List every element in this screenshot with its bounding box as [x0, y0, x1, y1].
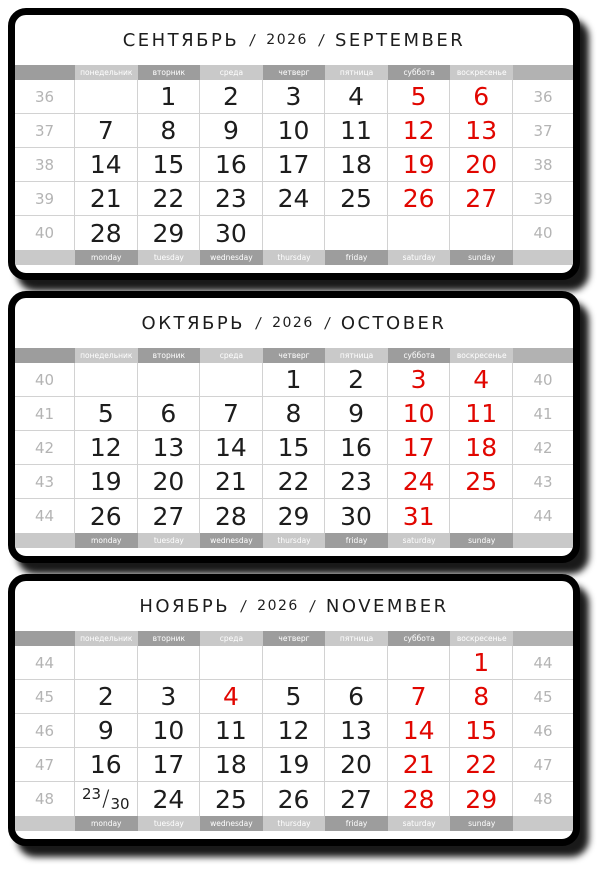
weekday-label-ru: понедельник — [75, 65, 138, 80]
date-cell — [200, 363, 263, 397]
strip-pad — [15, 816, 75, 831]
date-cell: 4 — [200, 680, 263, 714]
title-separator: / — [323, 314, 332, 332]
date-cell: 4 — [450, 363, 513, 397]
strip-pad — [15, 250, 75, 265]
date-cell: 30 — [325, 499, 388, 533]
weekday-label-en: monday — [75, 250, 138, 265]
month-title-ru: НОЯБРЬ — [139, 595, 231, 617]
date-cell: 28 — [388, 782, 451, 816]
month-grid — [15, 646, 573, 816]
week-number: 41 — [513, 397, 573, 431]
date-cell: 1 — [138, 80, 201, 114]
date-cell: 15 — [263, 431, 326, 465]
weekday-label-ru: четверг — [263, 631, 326, 646]
date-cell: 10 — [263, 114, 326, 148]
weekday-strip-ru — [15, 348, 573, 363]
date-cell: 5 — [263, 680, 326, 714]
strip-pad — [15, 631, 75, 646]
date-cell: 9 — [200, 114, 263, 148]
month-title-en: SEPTEMBER — [335, 29, 466, 51]
date-cell: 11 — [200, 714, 263, 748]
date-cell: 14 — [200, 431, 263, 465]
month-header — [15, 15, 573, 65]
week-number: 42 — [513, 431, 573, 465]
weekday-label-en: tuesday — [138, 250, 201, 265]
date-cell: 8 — [138, 114, 201, 148]
week-number: 45 — [15, 680, 75, 714]
date-cell: 24 — [388, 465, 451, 499]
date-cell: 6 — [325, 680, 388, 714]
date-cell: 29 — [263, 499, 326, 533]
date-cell: 29 — [138, 216, 201, 250]
date-cell: 8 — [263, 397, 326, 431]
date-cell — [75, 782, 138, 816]
weekday-label-ru: среда — [200, 65, 263, 80]
date-cell: 10 — [388, 397, 451, 431]
date-cell: 21 — [75, 182, 138, 216]
week-number: 42 — [15, 431, 75, 465]
weekday-label-ru: среда — [200, 348, 263, 363]
date-cell: 20 — [138, 465, 201, 499]
date-cell: 29 — [450, 782, 513, 816]
weekday-label-ru: суббота — [388, 631, 451, 646]
month-panel — [8, 8, 580, 280]
combined-date-second: 30 — [110, 795, 130, 813]
date-cell: 30 — [200, 216, 263, 250]
weekday-label-en: wednesday — [200, 533, 263, 548]
weekday-label-ru: воскресенье — [450, 631, 513, 646]
weekday-label-en: saturday — [388, 816, 451, 831]
month-header — [15, 298, 573, 348]
week-number: 46 — [15, 714, 75, 748]
date-cell: 22 — [138, 182, 201, 216]
weekday-label-en: saturday — [388, 250, 451, 265]
date-cell: 23 — [200, 182, 263, 216]
week-number: 48 — [15, 782, 75, 816]
date-cell: 7 — [200, 397, 263, 431]
week-number: 47 — [15, 748, 75, 782]
date-cell: 11 — [325, 114, 388, 148]
date-cell: 16 — [325, 431, 388, 465]
week-number: 40 — [533, 224, 553, 242]
week-number: 43 — [513, 465, 573, 499]
weekday-label-en: wednesday — [200, 816, 263, 831]
week-number: 40 — [15, 363, 75, 397]
month-header — [15, 581, 573, 631]
date-cell: 20 — [325, 748, 388, 782]
week-number: 44 — [15, 646, 75, 680]
date-cell: 17 — [263, 148, 326, 182]
date-cell: 6 — [138, 397, 201, 431]
weekday-label-en: tuesday — [138, 816, 201, 831]
week-number: 44 — [513, 646, 573, 680]
combined-date-slash: / — [102, 786, 110, 812]
date-cell: 13 — [138, 431, 201, 465]
date-cell: 28 — [75, 216, 138, 250]
weekday-label-ru: четверг — [263, 348, 326, 363]
date-cell: 25 — [325, 182, 388, 216]
date-cell: 19 — [75, 465, 138, 499]
weekday-label-en: tuesday — [138, 533, 201, 548]
date-cell — [138, 646, 201, 680]
weekday-label-ru: суббота — [388, 348, 451, 363]
date-cell: 24 — [138, 782, 201, 816]
combined-date — [82, 787, 130, 812]
weekday-label-ru: вторник — [138, 631, 201, 646]
strip-pad — [513, 533, 573, 548]
date-cell: 16 — [75, 748, 138, 782]
date-cell: 10 — [138, 714, 201, 748]
month-panel — [8, 291, 580, 563]
date-cell: 12 — [388, 114, 451, 148]
month-title-en: NOVEMBER — [325, 595, 449, 617]
date-cell: 21 — [388, 748, 451, 782]
weekday-strip-ru — [15, 631, 573, 646]
weekday-label-ru: пятница — [325, 631, 388, 646]
month-year: 2026 — [257, 598, 299, 614]
date-cell: 23 — [325, 465, 388, 499]
strip-pad — [513, 631, 573, 646]
weekday-label-en: thursday — [263, 816, 326, 831]
date-cell: 3 — [263, 80, 326, 114]
week-number: 37 — [15, 114, 75, 148]
month-grid — [15, 363, 573, 533]
weekday-label-en: friday — [325, 533, 388, 548]
date-cell: 2 — [200, 80, 263, 114]
date-cell: 3 — [138, 680, 201, 714]
week-number: 38 — [513, 148, 573, 182]
weekday-label-en: friday — [325, 816, 388, 831]
week-number: 47 — [513, 748, 573, 782]
date-cell — [138, 363, 201, 397]
weekday-label-ru: среда — [200, 631, 263, 646]
week-number: 45 — [513, 680, 573, 714]
title-separator: / — [308, 597, 317, 615]
date-cell: 18 — [200, 748, 263, 782]
weekday-label-en: saturday — [388, 533, 451, 548]
weekday-label-ru: четверг — [263, 65, 326, 80]
strip-pad — [513, 816, 573, 831]
date-cell: 6 — [450, 80, 513, 114]
date-cell: 12 — [263, 714, 326, 748]
date-cell — [200, 646, 263, 680]
date-cell: 2 — [75, 680, 138, 714]
date-cell: 22 — [263, 465, 326, 499]
week-number: 37 — [513, 114, 573, 148]
date-cell: 4 — [325, 80, 388, 114]
date-cell: 31 — [388, 499, 451, 533]
weekday-label-en: monday — [75, 533, 138, 548]
date-cell: 19 — [388, 148, 451, 182]
weekday-label-ru: пятница — [325, 348, 388, 363]
strip-pad — [513, 250, 573, 265]
date-cell: 1 — [263, 363, 326, 397]
date-cell: 9 — [325, 397, 388, 431]
date-cell: 18 — [450, 431, 513, 465]
weekday-label-ru: вторник — [138, 348, 201, 363]
date-cell: 7 — [75, 114, 138, 148]
date-cell: 14 — [388, 714, 451, 748]
week-number: 48 — [533, 790, 553, 808]
date-cell: 27 — [325, 782, 388, 816]
month-year: 2026 — [266, 32, 308, 48]
date-cell: 8 — [450, 680, 513, 714]
date-cell: 13 — [325, 714, 388, 748]
date-cell: 5 — [75, 397, 138, 431]
date-cell — [263, 646, 326, 680]
date-cell: 22 — [450, 748, 513, 782]
month-title-ru: СЕНТЯБРЬ — [122, 29, 240, 51]
month-title-ru: ОКТЯБРЬ — [141, 312, 246, 334]
title-separator: / — [248, 31, 257, 49]
combined-date-first: 23 — [81, 785, 102, 803]
month-year: 2026 — [272, 315, 314, 331]
date-cell: 15 — [450, 714, 513, 748]
date-cell — [325, 646, 388, 680]
title-separator: / — [317, 31, 326, 49]
month-title-en: OCTOBER — [340, 312, 447, 334]
strip-pad — [513, 65, 573, 80]
date-cell — [388, 216, 451, 250]
date-cell: 26 — [263, 782, 326, 816]
week-number: 40 — [15, 216, 75, 250]
date-cell: 7 — [388, 680, 451, 714]
weekday-label-en: thursday — [263, 250, 326, 265]
week-number: 36 — [15, 80, 75, 114]
weekday-label-ru: вторник — [138, 65, 201, 80]
week-number: 38 — [15, 148, 75, 182]
date-cell: 19 — [263, 748, 326, 782]
weekday-strip-en — [15, 816, 573, 831]
weekday-label-en: monday — [75, 816, 138, 831]
date-cell: 27 — [450, 182, 513, 216]
weekday-label-en: wednesday — [200, 250, 263, 265]
strip-pad — [15, 65, 75, 80]
date-cell: 27 — [138, 499, 201, 533]
week-number: 44 — [15, 499, 75, 533]
date-cell: 26 — [388, 182, 451, 216]
weekday-label-ru: понедельник — [75, 631, 138, 646]
title-separator: / — [254, 314, 263, 332]
date-cell — [388, 646, 451, 680]
date-cell: 2 — [325, 363, 388, 397]
strip-pad — [15, 348, 75, 363]
weekday-label-ru: пятница — [325, 65, 388, 80]
date-cell — [75, 646, 138, 680]
date-cell: 21 — [200, 465, 263, 499]
weekday-strip-ru — [15, 65, 573, 80]
date-cell — [75, 80, 138, 114]
weekday-label-en: sunday — [450, 250, 513, 265]
weekday-strip-en — [15, 250, 573, 265]
date-cell — [325, 216, 388, 250]
week-number: 43 — [15, 465, 75, 499]
weekday-label-en: thursday — [263, 533, 326, 548]
date-cell: 18 — [325, 148, 388, 182]
date-cell: 15 — [138, 148, 201, 182]
date-cell: 17 — [138, 748, 201, 782]
strip-pad — [513, 348, 573, 363]
date-cell — [450, 216, 513, 250]
week-number: 46 — [513, 714, 573, 748]
week-number: 39 — [513, 182, 573, 216]
weekday-label-ru: понедельник — [75, 348, 138, 363]
date-cell: 17 — [388, 431, 451, 465]
week-number: 40 — [513, 363, 573, 397]
date-cell: 1 — [450, 646, 513, 680]
week-number: 41 — [15, 397, 75, 431]
date-cell: 5 — [388, 80, 451, 114]
date-cell: 14 — [75, 148, 138, 182]
week-number: 44 — [533, 507, 553, 525]
date-cell — [263, 216, 326, 250]
date-cell — [450, 499, 513, 533]
title-separator: / — [239, 597, 248, 615]
week-number: 39 — [15, 182, 75, 216]
weekday-label-en: sunday — [450, 816, 513, 831]
date-cell: 25 — [450, 465, 513, 499]
date-cell — [75, 363, 138, 397]
date-cell: 12 — [75, 431, 138, 465]
date-cell: 28 — [200, 499, 263, 533]
month-panel — [8, 574, 580, 846]
weekday-label-ru: воскресенье — [450, 65, 513, 80]
weekday-strip-en — [15, 533, 573, 548]
weekday-label-en: friday — [325, 250, 388, 265]
date-cell: 25 — [200, 782, 263, 816]
date-cell: 24 — [263, 182, 326, 216]
date-cell: 3 — [388, 363, 451, 397]
weekday-label-en: sunday — [450, 533, 513, 548]
date-cell: 11 — [450, 397, 513, 431]
week-number: 36 — [513, 80, 573, 114]
month-grid — [15, 80, 573, 250]
weekday-label-ru: суббота — [388, 65, 451, 80]
date-cell: 26 — [75, 499, 138, 533]
date-cell: 20 — [450, 148, 513, 182]
date-cell: 9 — [75, 714, 138, 748]
date-cell: 13 — [450, 114, 513, 148]
date-cell: 16 — [200, 148, 263, 182]
strip-pad — [15, 533, 75, 548]
weekday-label-ru: воскресенье — [450, 348, 513, 363]
